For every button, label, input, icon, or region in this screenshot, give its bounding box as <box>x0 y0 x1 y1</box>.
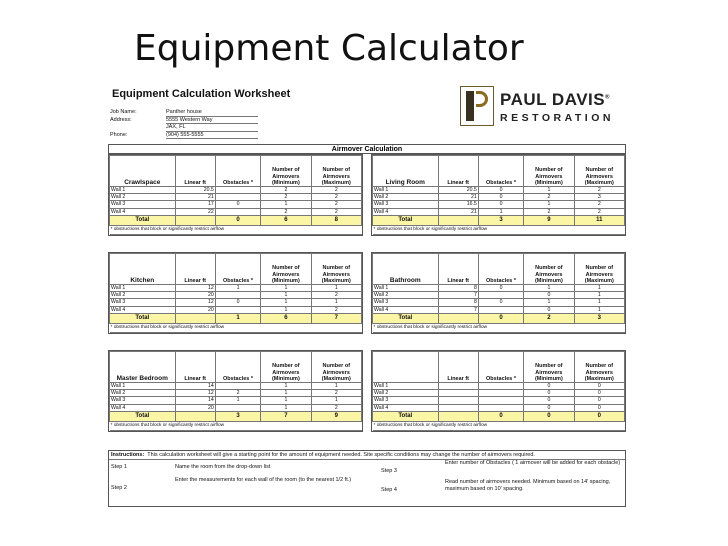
obstacles-input[interactable]: 0 <box>478 285 523 292</box>
total-obstacles: 3 <box>215 411 260 421</box>
wall-row <box>110 187 362 194</box>
max-airmovers: 2 <box>574 187 624 194</box>
max-airmovers: 0 <box>574 397 624 404</box>
max-airmovers: 2 <box>311 201 361 208</box>
room-block <box>108 350 363 432</box>
obstacles-input[interactable]: 0 <box>215 299 260 306</box>
instructions-label: Instructions: <box>111 452 145 458</box>
total-min: 2 <box>524 313 574 323</box>
max-airmovers: 1 <box>311 299 361 306</box>
wall-row <box>373 208 625 215</box>
wall-row <box>110 390 362 397</box>
wall-row <box>110 299 362 306</box>
linear-ft-input[interactable] <box>438 397 478 404</box>
logo-mark-icon <box>460 86 494 126</box>
total-obstacles: 1 <box>215 313 260 323</box>
min-airmovers: 2 <box>261 187 311 194</box>
linear-ft-input[interactable]: 12 <box>175 299 215 306</box>
wall-row <box>110 397 362 404</box>
step4-text: Read number of airmovers needed. Minimum based on 14' spacing, maximum based on 10' spacing. <box>445 479 611 492</box>
obstacles-input[interactable] <box>215 187 260 194</box>
worksheet-title: Equipment Calculation Worksheet <box>112 88 291 100</box>
room-name: Kitchen <box>110 254 176 285</box>
linear-ft-input[interactable]: 12 <box>175 390 215 397</box>
linear-ft-input[interactable]: 16.5 <box>438 201 478 208</box>
wall-label: Wall 2 <box>110 292 176 299</box>
linear-ft-input[interactable]: 12 <box>175 285 215 292</box>
min-airmovers: 2 <box>261 208 311 215</box>
total-max: 3 <box>574 313 624 323</box>
wall-row <box>110 383 362 390</box>
wall-label: Wall 3 <box>110 299 176 306</box>
room-block <box>371 252 626 334</box>
min-airmovers: 1 <box>261 404 311 411</box>
max-airmovers: 0 <box>574 390 624 397</box>
job-info-row <box>110 132 258 140</box>
job-info <box>110 109 258 139</box>
wall-row <box>110 292 362 299</box>
max-airmovers: 1 <box>574 306 624 313</box>
total-obstacles: 0 <box>478 313 523 323</box>
linear-ft-input[interactable] <box>438 383 478 390</box>
total-max: 0 <box>574 411 624 421</box>
linear-ft-input[interactable]: 17 <box>175 201 215 208</box>
wall-label: Wall 4 <box>110 306 176 313</box>
max-airmovers: 1 <box>311 383 361 390</box>
linear-ft-input[interactable]: 20 <box>175 306 215 313</box>
total-row <box>110 215 362 225</box>
total-label: Total <box>373 313 439 323</box>
linear-ft-input[interactable]: 14 <box>175 397 215 404</box>
min-airmovers: 1 <box>261 397 311 404</box>
max-airmovers: 1 <box>311 397 361 404</box>
room-block <box>108 154 363 236</box>
wall-row <box>110 194 362 201</box>
footnote: * obstructions that block or significantly restrict airflow <box>373 323 625 332</box>
job-info-value: Panther house <box>166 109 258 117</box>
wall-label: Wall 3 <box>373 201 439 208</box>
logo-subtitle: RESTORATION <box>500 112 614 124</box>
max-header: Number of Airmovers (Maximum) <box>574 352 624 383</box>
wall-row <box>110 285 362 292</box>
step2-text: Enter the measurements for each wall of the room (to the nearest 1/2 ft.) <box>175 477 352 483</box>
obstacles-header: Obstacles * <box>478 352 523 383</box>
obstacles-input[interactable]: 2 <box>215 390 260 397</box>
total-label: Total <box>110 215 176 225</box>
wall-row <box>373 292 625 299</box>
linear-header: Linear ft <box>438 156 478 187</box>
max-airmovers: 2 <box>311 390 361 397</box>
wall-row <box>373 194 625 201</box>
instructions <box>108 450 626 507</box>
step1-label: Step 1 <box>111 464 127 470</box>
obstacles-input[interactable]: 1 <box>215 397 260 404</box>
instruction-steps <box>109 460 625 506</box>
linear-ft-input[interactable]: 21 <box>438 208 478 215</box>
total-label: Total <box>373 411 439 421</box>
wall-label: Wall 4 <box>373 404 439 411</box>
min-airmovers: 1 <box>524 299 574 306</box>
total-min: 0 <box>524 411 574 421</box>
obstacles-input[interactable]: 1 <box>215 285 260 292</box>
max-header: Number of Airmovers (Maximum) <box>574 156 624 187</box>
wall-row <box>373 187 625 194</box>
obstacles-input[interactable] <box>478 292 523 299</box>
wall-label: Wall 2 <box>110 390 176 397</box>
linear-header: Linear ft <box>175 156 215 187</box>
max-header: Number of Airmovers (Maximum) <box>311 352 361 383</box>
total-label: Total <box>373 215 439 225</box>
room-name: Bathroom <box>373 254 439 285</box>
max-airmovers: 0 <box>574 404 624 411</box>
logo-name: PAUL DAVIS® <box>500 90 611 109</box>
job-info-label: Address: <box>110 116 132 123</box>
step3-label: Step 3 <box>381 468 397 474</box>
wall-label: Wall 1 <box>110 383 176 390</box>
wall-label: Wall 3 <box>373 299 439 306</box>
linear-header: Linear ft <box>175 352 215 383</box>
linear-ft-input[interactable]: 21 <box>438 194 478 201</box>
linear-ft-input[interactable]: 22 <box>175 208 215 215</box>
linear-header: Linear ft <box>438 254 478 285</box>
min-airmovers: 0 <box>524 306 574 313</box>
obstacles-header: Obstacles * <box>215 352 260 383</box>
min-airmovers: 1 <box>261 201 311 208</box>
min-airmovers: 2 <box>524 194 574 201</box>
room-block <box>371 350 626 432</box>
job-info-row <box>110 109 258 117</box>
footnote: * obstructions that block or significantly restrict airflow <box>373 225 625 234</box>
wall-label: Wall 2 <box>373 390 439 397</box>
obstacles-input[interactable] <box>215 194 260 201</box>
total-row <box>373 313 625 323</box>
min-airmovers: 0 <box>524 292 574 299</box>
total-row <box>110 411 362 421</box>
max-airmovers: 2 <box>311 292 361 299</box>
min-airmovers: 1 <box>261 383 311 390</box>
obstacles-header: Obstacles * <box>215 254 260 285</box>
job-info-row <box>110 117 258 125</box>
total-min: 6 <box>261 313 311 323</box>
footnote: * obstructions that block or significantly restrict airflow <box>373 421 625 430</box>
max-airmovers: 0 <box>574 383 624 390</box>
instructions-text: This calculation worksheet will give a starting point for the amount of equipment needed. Site specific conditions may change the number of airmovers required. <box>147 452 535 458</box>
wall-row <box>373 306 625 313</box>
obstacles-input[interactable] <box>215 306 260 313</box>
obstacles-input[interactable] <box>478 306 523 313</box>
total-max: 11 <box>574 215 624 225</box>
wall-row <box>110 208 362 215</box>
obstacles-header: Obstacles * <box>478 156 523 187</box>
worksheet <box>108 80 626 506</box>
total-obstacles: 0 <box>478 411 523 421</box>
step3-text: Enter number of Obstacles ( 1 airmover will be added for each obstacle) <box>445 460 621 466</box>
total-label: Total <box>110 313 176 323</box>
wall-label: Wall 1 <box>373 187 439 194</box>
wall-label: Wall 4 <box>110 208 176 215</box>
max-airmovers: 2 <box>574 208 624 215</box>
max-airmovers: 2 <box>311 208 361 215</box>
wall-row <box>110 201 362 208</box>
wall-label: Wall 2 <box>373 292 439 299</box>
max-airmovers: 2 <box>574 201 624 208</box>
wall-row <box>110 404 362 411</box>
wall-row <box>373 201 625 208</box>
min-airmovers: 2 <box>261 194 311 201</box>
wall-label: Wall 3 <box>110 397 176 404</box>
wall-label: Wall 4 <box>373 306 439 313</box>
total-min: 9 <box>524 215 574 225</box>
wall-label: Wall 1 <box>373 285 439 292</box>
linear-ft-input[interactable]: 14 <box>175 383 215 390</box>
total-max: 9 <box>311 411 361 421</box>
job-info-value: JAX, FL <box>166 124 258 132</box>
obstacles-input[interactable]: 0 <box>478 299 523 306</box>
linear-ft-input[interactable] <box>438 390 478 397</box>
wall-row <box>373 299 625 306</box>
min-airmovers: 1 <box>261 299 311 306</box>
wall-row <box>373 390 625 397</box>
linear-ft-input[interactable]: 8 <box>438 299 478 306</box>
min-header: Number of Airmovers (Minimum) <box>261 156 311 187</box>
min-airmovers: 0 <box>524 390 574 397</box>
wall-label: Wall 3 <box>110 201 176 208</box>
min-airmovers: 1 <box>261 285 311 292</box>
linear-ft-input[interactable]: 20.5 <box>175 187 215 194</box>
obstacles-input[interactable] <box>478 390 523 397</box>
wall-label: Wall 1 <box>110 285 176 292</box>
linear-ft-input[interactable]: 20 <box>175 292 215 299</box>
max-header: Number of Airmovers (Maximum) <box>574 254 624 285</box>
min-airmovers: 0 <box>524 397 574 404</box>
obstacles-input[interactable] <box>478 383 523 390</box>
footnote: * obstructions that block or significantly restrict airflow <box>110 421 362 430</box>
room-name: Living Room <box>373 156 439 187</box>
section-title: Airmover Calculation <box>108 144 626 154</box>
paul-davis-logo <box>460 86 625 130</box>
total-row <box>373 215 625 225</box>
max-header: Number of Airmovers (Maximum) <box>311 254 361 285</box>
min-header: Number of Airmovers (Minimum) <box>524 254 574 285</box>
obstacles-header: Obstacles * <box>215 156 260 187</box>
step1-text: Name the room from the drop-down list <box>175 464 271 470</box>
obstacles-input[interactable] <box>215 383 260 390</box>
wall-label: Wall 1 <box>110 187 176 194</box>
max-airmovers: 1 <box>574 299 624 306</box>
min-airmovers: 1 <box>524 201 574 208</box>
room-block <box>108 252 363 334</box>
wall-row <box>110 306 362 313</box>
linear-ft-input[interactable]: 8 <box>438 285 478 292</box>
linear-ft-input[interactable]: 21 <box>175 194 215 201</box>
job-info-label: Job Name: <box>110 109 137 115</box>
obstacles-input[interactable]: 0 <box>478 201 523 208</box>
min-header: Number of Airmovers (Minimum) <box>524 352 574 383</box>
step4-label: Step 4 <box>381 487 397 493</box>
wall-label: Wall 2 <box>373 194 439 201</box>
min-airmovers: 1 <box>524 187 574 194</box>
min-header: Number of Airmovers (Minimum) <box>524 156 574 187</box>
obstacles-input[interactable]: 0 <box>478 187 523 194</box>
linear-ft-input[interactable]: 7 <box>438 306 478 313</box>
room-block <box>371 154 626 236</box>
min-airmovers: 2 <box>524 208 574 215</box>
total-min: 6 <box>261 215 311 225</box>
total-label: Total <box>110 411 176 421</box>
room-name: Crawlspace <box>110 156 176 187</box>
linear-header: Linear ft <box>175 254 215 285</box>
total-min: 7 <box>261 411 311 421</box>
total-obstacles: 3 <box>478 215 523 225</box>
linear-ft-input[interactable]: 20 <box>175 404 215 411</box>
total-obstacles: 0 <box>215 215 260 225</box>
min-airmovers: 0 <box>524 404 574 411</box>
linear-header: Linear ft <box>438 352 478 383</box>
max-airmovers: 2 <box>311 187 361 194</box>
wall-label: Wall 4 <box>110 404 176 411</box>
min-header: Number of Airmovers (Minimum) <box>261 254 311 285</box>
obstacles-input[interactable] <box>215 292 260 299</box>
max-airmovers: 2 <box>311 194 361 201</box>
min-airmovers: 1 <box>261 292 311 299</box>
max-airmovers: 1 <box>574 292 624 299</box>
linear-ft-input[interactable] <box>438 404 478 411</box>
room-name: Master Bedroom <box>110 352 176 383</box>
step2-label: Step 2 <box>111 485 127 491</box>
total-max: 8 <box>311 215 361 225</box>
obstacles-input[interactable]: 1 <box>478 208 523 215</box>
wall-row <box>373 397 625 404</box>
wall-row <box>373 404 625 411</box>
min-airmovers: 0 <box>524 383 574 390</box>
max-airmovers: 1 <box>574 285 624 292</box>
wall-label: Wall 1 <box>373 383 439 390</box>
linear-ft-input[interactable]: 20.5 <box>438 187 478 194</box>
wall-row <box>373 285 625 292</box>
wall-label: Wall 2 <box>110 194 176 201</box>
slide-title: Equipment Calculator <box>134 28 524 69</box>
min-airmovers: 1 <box>261 306 311 313</box>
max-airmovers: 3 <box>574 194 624 201</box>
max-airmovers: 2 <box>311 404 361 411</box>
linear-ft-input[interactable]: 7 <box>438 292 478 299</box>
wall-label: Wall 4 <box>373 208 439 215</box>
wall-row <box>373 383 625 390</box>
min-airmovers: 1 <box>261 390 311 397</box>
instructions-line <box>109 451 625 460</box>
job-info-value: 5555 Western Way <box>166 117 258 125</box>
footnote: * obstructions that block or significantly restrict airflow <box>110 225 362 234</box>
footnote: * obstructions that block or significantly restrict airflow <box>110 323 362 332</box>
obstacles-input[interactable] <box>215 404 260 411</box>
job-info-row <box>110 124 258 132</box>
total-row <box>373 411 625 421</box>
job-info-label: Phone: <box>110 131 128 138</box>
max-header: Number of Airmovers (Maximum) <box>311 156 361 187</box>
job-info-label <box>110 124 166 132</box>
obstacles-input[interactable]: 0 <box>215 201 260 208</box>
min-airmovers: 1 <box>524 285 574 292</box>
obstacles-header: Obstacles * <box>478 254 523 285</box>
room-name <box>373 352 439 383</box>
total-row <box>110 313 362 323</box>
max-airmovers: 1 <box>311 285 361 292</box>
min-header: Number of Airmovers (Minimum) <box>261 352 311 383</box>
job-info-value: (904) 555-5555 <box>166 132 258 140</box>
obstacles-input[interactable] <box>478 397 523 404</box>
max-airmovers: 2 <box>311 306 361 313</box>
obstacles-input[interactable] <box>215 208 260 215</box>
total-max: 7 <box>311 313 361 323</box>
obstacles-input[interactable]: 0 <box>478 194 523 201</box>
wall-label: Wall 3 <box>373 397 439 404</box>
obstacles-input[interactable] <box>478 404 523 411</box>
